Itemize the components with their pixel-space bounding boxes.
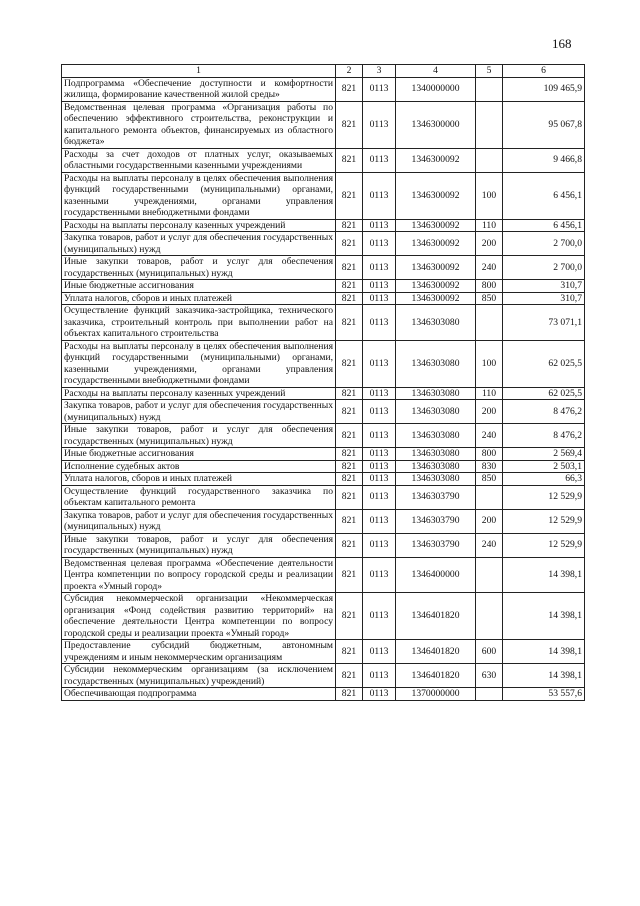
expense-type-cell: 110 (476, 387, 503, 400)
ministry-code-cell: 821 (336, 340, 363, 387)
ministry-code-cell: 821 (336, 172, 363, 219)
table-row (62, 593, 585, 640)
section-code-cell: 0113 (363, 664, 396, 688)
expense-type-cell: 200 (476, 232, 503, 256)
target-article-cell: 1346401820 (396, 664, 476, 688)
amount-cell: 2 569,4 (503, 448, 585, 461)
target-article-cell: 1340000000 (396, 77, 476, 101)
amount-cell: 310,7 (503, 292, 585, 305)
ministry-code-cell: 821 (336, 424, 363, 448)
target-article-cell: 1346300000 (396, 101, 476, 148)
ministry-code-cell: 821 (336, 387, 363, 400)
item-name-cell: Осуществление функций заказчика-застройщика, технического заказчика, строительный контроль при выполнении работ на объектах капитального строительства (62, 305, 336, 341)
expense-type-cell: 630 (476, 664, 503, 688)
target-article-cell: 1346303080 (396, 460, 476, 473)
target-article-cell: 1346303790 (396, 509, 476, 533)
target-article-cell: 1346303080 (396, 400, 476, 424)
item-name-cell: Ведомственная целевая программа «Обеспечение деятельности Центра компетенции по вопросу городской среды и реализации проекта «Умный город» (62, 557, 336, 593)
amount-cell: 9 466,8 (503, 148, 585, 172)
section-code-cell: 0113 (363, 640, 396, 664)
target-article-cell: 1346300092 (396, 148, 476, 172)
table-row (62, 172, 585, 219)
amount-cell: 53 557,6 (503, 688, 585, 701)
table-row (62, 232, 585, 256)
item-name-cell: Иные закупки товаров, работ и услуг для обеспечения государственных (муниципальных) нужд (62, 424, 336, 448)
section-code-cell: 0113 (363, 387, 396, 400)
table-row (62, 101, 585, 148)
item-name-cell: Иные бюджетные ассигнования (62, 448, 336, 461)
budget-table (61, 64, 585, 701)
expense-type-cell (476, 688, 503, 701)
expense-type-cell: 240 (476, 533, 503, 557)
header-cell: 6 (503, 65, 585, 78)
amount-cell: 2 700,0 (503, 232, 585, 256)
expense-type-cell: 100 (476, 172, 503, 219)
table-row (62, 256, 585, 280)
item-name-cell: Расходы на выплаты персоналу казенных учреждений (62, 387, 336, 400)
item-name-cell: Иные бюджетные ассигнования (62, 280, 336, 293)
target-article-cell: 1346303080 (396, 424, 476, 448)
item-name-cell: Обеспечивающая подпрограмма (62, 688, 336, 701)
item-name-cell: Уплата налогов, сборов и иных платежей (62, 292, 336, 305)
section-code-cell: 0113 (363, 256, 396, 280)
table-row (62, 688, 585, 701)
section-code-cell: 0113 (363, 77, 396, 101)
section-code-cell: 0113 (363, 688, 396, 701)
ministry-code-cell: 821 (336, 557, 363, 593)
item-name-cell: Ведомственная целевая программа «Организация работы по обеспечению эффективного строительства, реконструкции и капитального ремонта объектов, финансируемых из областного бюджета» (62, 101, 336, 148)
ministry-code-cell: 821 (336, 509, 363, 533)
header-cell: 3 (363, 65, 396, 78)
table-row (62, 664, 585, 688)
section-code-cell: 0113 (363, 148, 396, 172)
table-row (62, 387, 585, 400)
item-name-cell: Расходы за счет доходов от платных услуг, оказываемых областными государственными казенными учреждениями (62, 148, 336, 172)
table-row (62, 305, 585, 341)
header-cell: 2 (336, 65, 363, 78)
section-code-cell: 0113 (363, 280, 396, 293)
amount-cell: 8 476,2 (503, 400, 585, 424)
amount-cell: 14 398,1 (503, 557, 585, 593)
item-name-cell: Расходы на выплаты персоналу в целях обеспечения выполнения функций государственными (муниципальными) органами, казенными учреждениями, органами управления государственными внебюджетными фондами (62, 172, 336, 219)
table-row (62, 509, 585, 533)
amount-cell: 6 456,1 (503, 219, 585, 232)
table-row (62, 400, 585, 424)
item-name-cell: Предоставление субсидий бюджетным, автономным учреждениям и иным некоммерческим организациям (62, 640, 336, 664)
section-code-cell: 0113 (363, 460, 396, 473)
amount-cell: 12 529,9 (503, 533, 585, 557)
table-row (62, 219, 585, 232)
section-code-cell: 0113 (363, 448, 396, 461)
table-row (62, 77, 585, 101)
ministry-code-cell: 821 (336, 256, 363, 280)
expense-type-cell: 800 (476, 280, 503, 293)
expense-type-cell: 240 (476, 424, 503, 448)
ministry-code-cell: 821 (336, 460, 363, 473)
expense-type-cell (476, 101, 503, 148)
ministry-code-cell: 821 (336, 473, 363, 486)
header-cell: 1 (62, 65, 336, 78)
table-row (62, 448, 585, 461)
target-article-cell: 1346303080 (396, 340, 476, 387)
amount-cell: 12 529,9 (503, 485, 585, 509)
item-name-cell: Субсидии некоммерческим организациям (за исключением государственных (муниципальных) учреждений) (62, 664, 336, 688)
amount-cell: 14 398,1 (503, 664, 585, 688)
expense-type-cell: 100 (476, 340, 503, 387)
item-name-cell: Закупка товаров, работ и услуг для обеспечения государственных (муниципальных) нужд (62, 400, 336, 424)
expense-type-cell: 600 (476, 640, 503, 664)
table-row (62, 340, 585, 387)
table-row (62, 148, 585, 172)
ministry-code-cell: 821 (336, 101, 363, 148)
amount-cell: 62 025,5 (503, 387, 585, 400)
section-code-cell: 0113 (363, 533, 396, 557)
item-name-cell: Расходы на выплаты персоналу казенных учреждений (62, 219, 336, 232)
amount-cell: 14 398,1 (503, 593, 585, 640)
target-article-cell: 1346300092 (396, 280, 476, 293)
amount-cell: 2 503,1 (503, 460, 585, 473)
expense-type-cell: 850 (476, 473, 503, 486)
expense-type-cell: 800 (476, 448, 503, 461)
ministry-code-cell: 821 (336, 688, 363, 701)
ministry-code-cell: 821 (336, 148, 363, 172)
target-article-cell: 1346303790 (396, 485, 476, 509)
item-name-cell: Исполнение судебных актов (62, 460, 336, 473)
target-article-cell: 1346303080 (396, 387, 476, 400)
section-code-cell: 0113 (363, 340, 396, 387)
target-article-cell: 1346303080 (396, 448, 476, 461)
section-code-cell: 0113 (363, 485, 396, 509)
amount-cell: 95 067,8 (503, 101, 585, 148)
amount-cell: 109 465,9 (503, 77, 585, 101)
section-code-cell: 0113 (363, 400, 396, 424)
table-row (62, 424, 585, 448)
expense-type-cell: 110 (476, 219, 503, 232)
expense-type-cell: 200 (476, 400, 503, 424)
ministry-code-cell: 821 (336, 77, 363, 101)
ministry-code-cell: 821 (336, 219, 363, 232)
section-code-cell: 0113 (363, 101, 396, 148)
item-name-cell: Подпрограмма «Обеспечение доступности и комфортности жилища, формирование качественной жилой среды» (62, 77, 336, 101)
amount-cell: 62 025,5 (503, 340, 585, 387)
item-name-cell: Расходы на выплаты персоналу в целях обеспечения выполнения функций государственными (муниципальными) органами, казенными учреждениями, органами управления государственными внебюджетными фондами (62, 340, 336, 387)
table-row (62, 533, 585, 557)
item-name-cell: Закупка товаров, работ и услуг для обеспечения государственных (муниципальных) нужд (62, 232, 336, 256)
section-code-cell: 0113 (363, 557, 396, 593)
table-row (62, 485, 585, 509)
expense-type-cell: 850 (476, 292, 503, 305)
table-row (62, 280, 585, 293)
table-row (62, 460, 585, 473)
ministry-code-cell: 821 (336, 533, 363, 557)
ministry-code-cell: 821 (336, 280, 363, 293)
expense-type-cell (476, 593, 503, 640)
expense-type-cell (476, 485, 503, 509)
expense-type-cell: 240 (476, 256, 503, 280)
section-code-cell: 0113 (363, 232, 396, 256)
expense-type-cell (476, 305, 503, 341)
target-article-cell: 1346401820 (396, 640, 476, 664)
amount-cell: 66,3 (503, 473, 585, 486)
amount-cell: 8 476,2 (503, 424, 585, 448)
amount-cell: 73 071,1 (503, 305, 585, 341)
section-code-cell: 0113 (363, 473, 396, 486)
expense-type-cell (476, 77, 503, 101)
target-article-cell: 1346300092 (396, 256, 476, 280)
header-cell: 4 (396, 65, 476, 78)
table-header-row (62, 65, 585, 78)
ministry-code-cell: 821 (336, 400, 363, 424)
ministry-code-cell: 821 (336, 305, 363, 341)
expense-type-cell: 200 (476, 509, 503, 533)
ministry-code-cell: 821 (336, 664, 363, 688)
section-code-cell: 0113 (363, 305, 396, 341)
amount-cell: 2 700,0 (503, 256, 585, 280)
section-code-cell: 0113 (363, 219, 396, 232)
ministry-code-cell: 821 (336, 448, 363, 461)
amount-cell: 6 456,1 (503, 172, 585, 219)
target-article-cell: 1346300092 (396, 292, 476, 305)
table-row (62, 473, 585, 486)
expense-type-cell: 830 (476, 460, 503, 473)
target-article-cell: 1346300092 (396, 219, 476, 232)
target-article-cell: 1346400000 (396, 557, 476, 593)
ministry-code-cell: 821 (336, 485, 363, 509)
target-article-cell: 1346303080 (396, 305, 476, 341)
ministry-code-cell: 821 (336, 593, 363, 640)
section-code-cell: 0113 (363, 593, 396, 640)
target-article-cell: 1346300092 (396, 232, 476, 256)
section-code-cell: 0113 (363, 424, 396, 448)
expense-type-cell (476, 148, 503, 172)
table-row (62, 557, 585, 593)
item-name-cell: Закупка товаров, работ и услуг для обеспечения государственных (муниципальных) нужд (62, 509, 336, 533)
section-code-cell: 0113 (363, 292, 396, 305)
page-number: 168 (552, 36, 572, 51)
table-row (62, 640, 585, 664)
amount-cell: 14 398,1 (503, 640, 585, 664)
section-code-cell: 0113 (363, 172, 396, 219)
target-article-cell: 1346300092 (396, 172, 476, 219)
target-article-cell: 1370000000 (396, 688, 476, 701)
ministry-code-cell: 821 (336, 232, 363, 256)
table-row (62, 292, 585, 305)
item-name-cell: Осуществление функций государственного заказчика по объектам капитального ремонта (62, 485, 336, 509)
item-name-cell: Иные закупки товаров, работ и услуг для обеспечения государственных (муниципальных) нужд (62, 256, 336, 280)
target-article-cell: 1346303790 (396, 533, 476, 557)
amount-cell: 12 529,9 (503, 509, 585, 533)
item-name-cell: Уплата налогов, сборов и иных платежей (62, 473, 336, 486)
amount-cell: 310,7 (503, 280, 585, 293)
target-article-cell: 1346401820 (396, 593, 476, 640)
ministry-code-cell: 821 (336, 640, 363, 664)
target-article-cell: 1346303080 (396, 473, 476, 486)
header-cell: 5 (476, 65, 503, 78)
section-code-cell: 0113 (363, 509, 396, 533)
item-name-cell: Иные закупки товаров, работ и услуг для обеспечения государственных (муниципальных) нужд (62, 533, 336, 557)
ministry-code-cell: 821 (336, 292, 363, 305)
expense-type-cell (476, 557, 503, 593)
item-name-cell: Субсидия некоммерческой организации «Некоммерческая организация «Фонд содействия развитию территорий» на обеспечение деятельности Центра компетенции по вопросу городской среды и реализации проекта «Умный город» (62, 593, 336, 640)
